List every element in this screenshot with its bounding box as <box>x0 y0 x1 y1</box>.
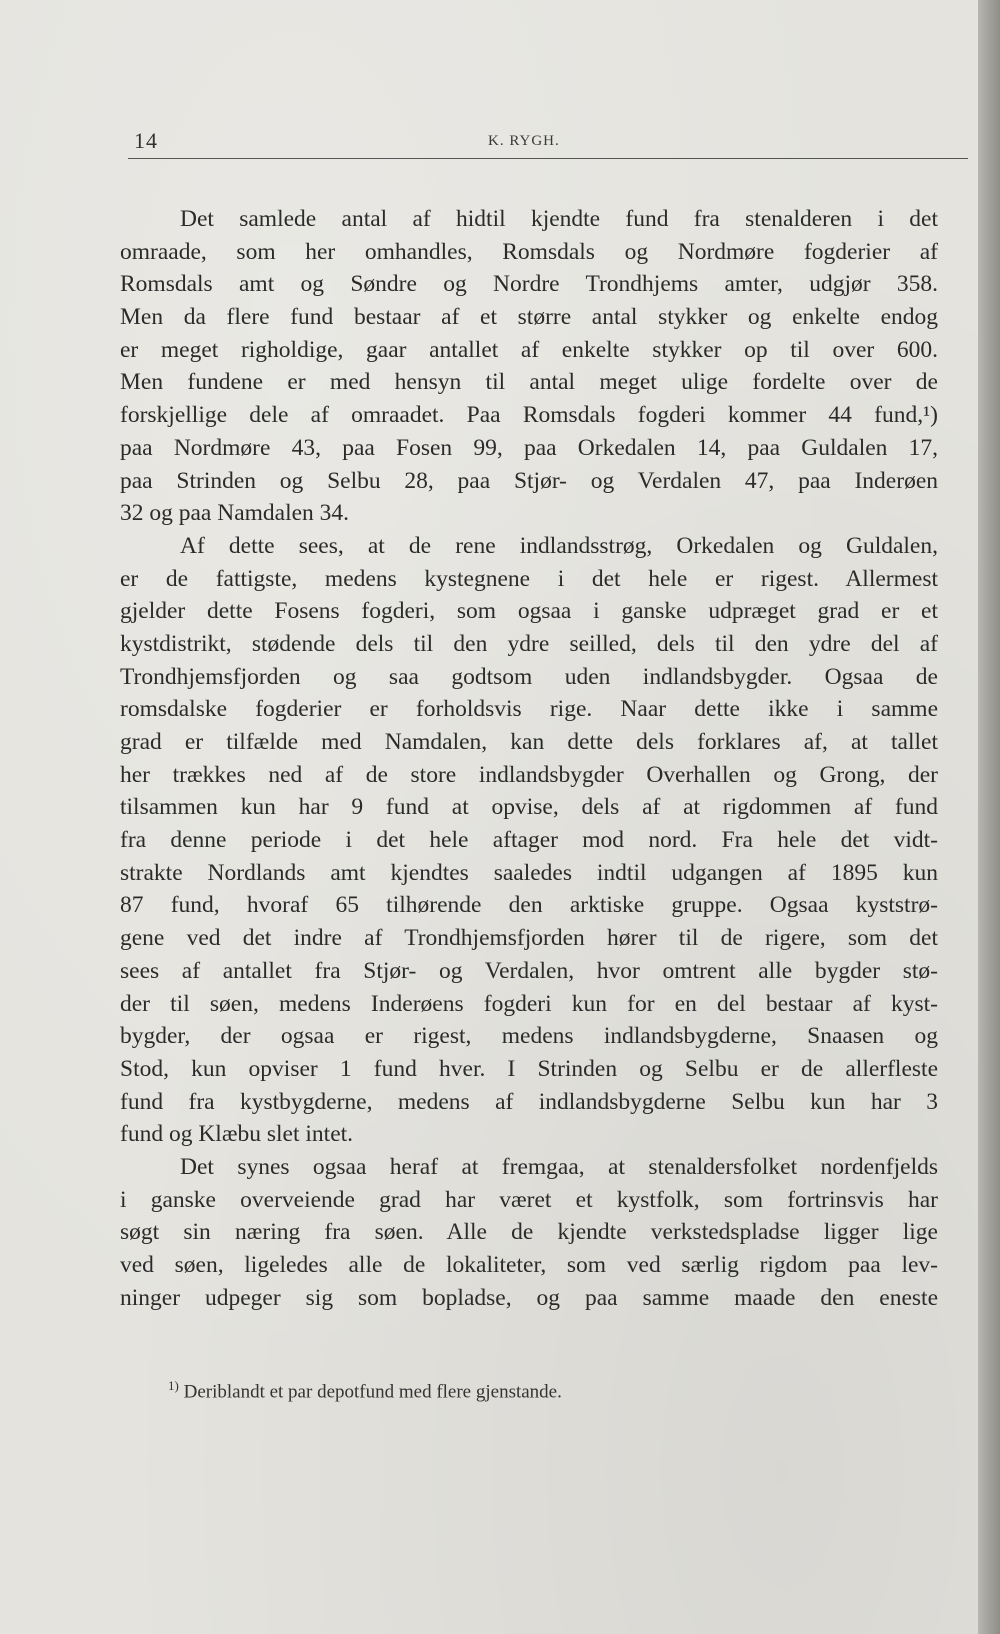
text-line: tilsammen kun har 9 fund at opvise, dels af at rigdommen af fund <box>120 794 938 821</box>
text-line: 87 fund, hvoraf 65 tilhørende den arktiske gruppe. Ogsaa kyststrø- <box>120 892 938 919</box>
text-line: Det synes ogsaa heraf at fremgaa, at stenaldersfolket nordenfjelds <box>180 1153 938 1180</box>
text-line: ved søen, ligeledes alle de lokaliteter, som ved særlig rigdom paa lev- <box>120 1252 938 1278</box>
text-line: er meget righoldige, gaar antallet af enkelte stykker op til over 600. <box>120 336 938 363</box>
text-line: grad er tilfælde med Namdalen, kan dette dels forklares af, at tallet <box>120 729 938 755</box>
text-line: gene ved det indre af Trondhjemsfjorden hører til de rigere, som det <box>120 925 938 952</box>
text-line: i ganske overveiende grad har været et kystfolk, som fortrinsvis har <box>120 1186 938 1213</box>
page-header <box>128 128 968 160</box>
text-line: bygder, der ogsaa er rigest, medens indlandsbygderne, Snaasen og <box>120 1023 938 1050</box>
text-line: fund og Klæbu slet intet. <box>120 1121 354 1148</box>
footnote-marker: 1) <box>168 1378 179 1393</box>
text-line: Trondhjemsfjorden og saa godtsom uden indlandsbygder. Ogsaa de <box>120 663 938 690</box>
page-edge-shadow <box>978 0 1000 1634</box>
text-line: fund fra kystbygderne, medens af indlandsbygderne Selbu kun har 3 <box>120 1088 938 1115</box>
text-line: strakte Nordlands amt kjendtes saaledes indtil udgangen af 1895 kun <box>120 859 938 886</box>
text-line: omraade, som her omhandles, Romsdals og Nordmøre fogderier af <box>120 238 938 265</box>
text-line: gjelder dette Fosens fogderi, som ogsaa i ganske udpræget grad er et <box>120 598 938 625</box>
page-number: 14 <box>134 128 158 153</box>
text-line: Men fundene er med hensyn til antal meget ulige fordelte over de <box>120 369 938 396</box>
text-line: er de fattigste, medens kystegnene i det hele er rigest. Allermest <box>120 565 938 592</box>
footnote-text: Deriblandt et par depotfund med flere gjenstande. <box>183 1381 562 1403</box>
text-line: paa Strinden og Selbu 28, paa Stjør- og Verdalen 47, paa Inderøen <box>120 467 938 494</box>
text-line: Men da flere fund bestaar af et større antal stykker og enkelte endog <box>120 304 938 331</box>
text-line: kystdistrikt, stødende dels til den ydre seilled, dels til den ydre del af <box>120 630 938 657</box>
text-line: forskjellige dele af omraadet. Paa Romsdals fogderi kommer 44 fund,¹) <box>120 402 938 429</box>
text-line: Det samlede antal af hidtil kjendte fund fra stenalderen i det <box>180 206 938 232</box>
text-line: Af dette sees, at de rene indlandsstrøg, Orkedalen og Guldalen, <box>180 532 938 559</box>
footnote <box>168 1378 562 1403</box>
text-line: Stod, kun opviser 1 fund hver. I Strinden og Selbu er de allerfleste <box>120 1055 938 1082</box>
text-line: fra denne periode i det hele aftager mod nord. Fra hele det vidt- <box>120 827 938 854</box>
text-line: søgt sin næring fra søen. Alle de kjendte verkstedspladse ligger lige <box>120 1219 938 1246</box>
text-line: Romsdals amt og Søndre og Nordre Trondhjems amter, udgjør 358. <box>120 271 938 298</box>
text-line: romsdalske fogderier er forholdsvis rige. Naar dette ikke i samme <box>120 696 938 723</box>
running-head: K. RYGH. <box>488 133 560 149</box>
text-line: paa Nordmøre 43, paa Fosen 99, paa Orkedalen 14, paa Guldalen 17, <box>120 434 938 461</box>
header-rule <box>128 158 968 159</box>
text-line: 32 og paa Namdalen 34. <box>120 500 350 527</box>
text-line: der til søen, medens Inderøens fogderi kun for en del bestaar af kyst- <box>120 990 938 1017</box>
body-text <box>120 203 938 1314</box>
text-line: sees af antallet fra Stjør- og Verdalen, hvor omtrent alle bygder stø- <box>120 957 938 984</box>
text-line: ninger udpeger sig som bopladse, og paa samme maade den eneste <box>120 1284 938 1311</box>
text-line: her trækkes ned af de store indlandsbygder Overhallen og Grong, der <box>120 761 938 788</box>
